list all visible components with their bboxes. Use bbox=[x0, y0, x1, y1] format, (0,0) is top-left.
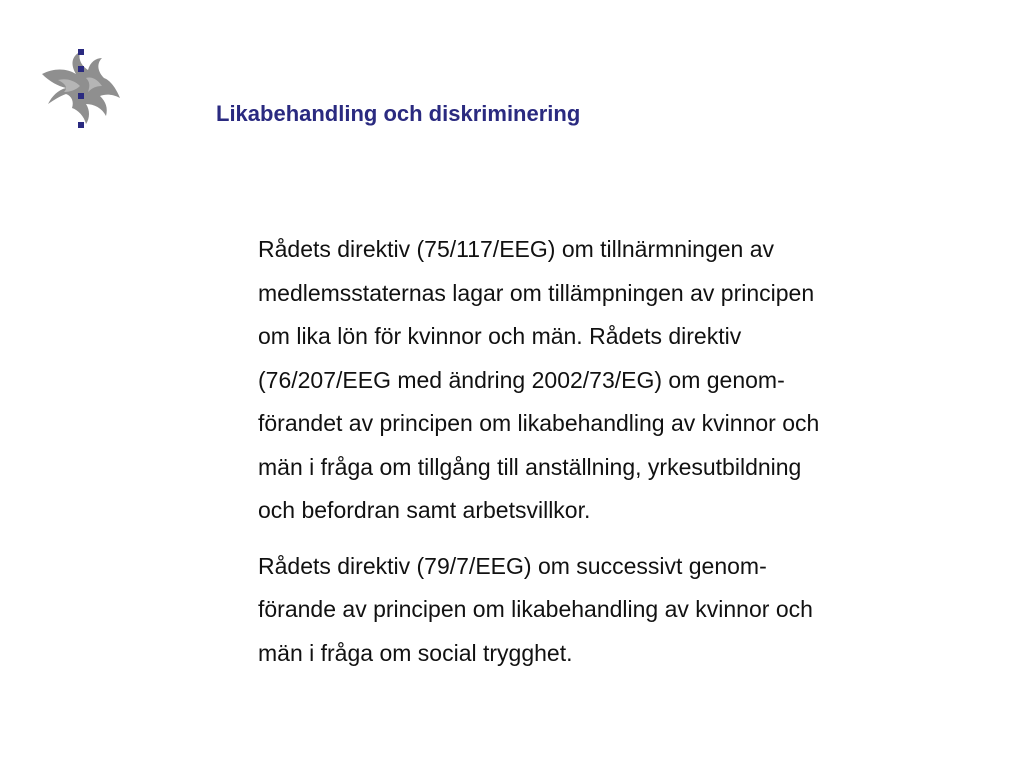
paragraph-directive-equal-pay bbox=[258, 228, 978, 533]
text-line: förande av principen om likabehandling av kvinnor och bbox=[258, 596, 813, 622]
text-line: medlemsstaternas lagar om tillämpningen av principen bbox=[258, 279, 815, 306]
paragraph-directive-social-security bbox=[258, 545, 978, 676]
text-line: (76/207/EEG med ändring 2002/73/EG) om genom- bbox=[258, 366, 785, 393]
text-line: förandet av principen om likabehandling av kvinnor och bbox=[258, 410, 820, 436]
slide-body bbox=[258, 228, 978, 675]
university-flame-logo-icon bbox=[36, 44, 128, 136]
slide-title: Likabehandling och diskriminering bbox=[216, 101, 581, 126]
text-line: Rådets direktiv (75/117/EEG) om tillnärmningen av bbox=[258, 236, 775, 262]
text-line: Rådets direktiv (79/7/EEG) om successivt genom- bbox=[258, 552, 767, 579]
text-line: och befordran samt arbetsvillkor. bbox=[258, 497, 591, 523]
text-line: om lika lön för kvinnor och män. Rådets direktiv bbox=[258, 323, 742, 349]
text-line: män i fråga om social trygghet. bbox=[258, 639, 573, 666]
text-line: män i fråga om tillgång till anställning, yrkesutbildning bbox=[258, 453, 802, 480]
